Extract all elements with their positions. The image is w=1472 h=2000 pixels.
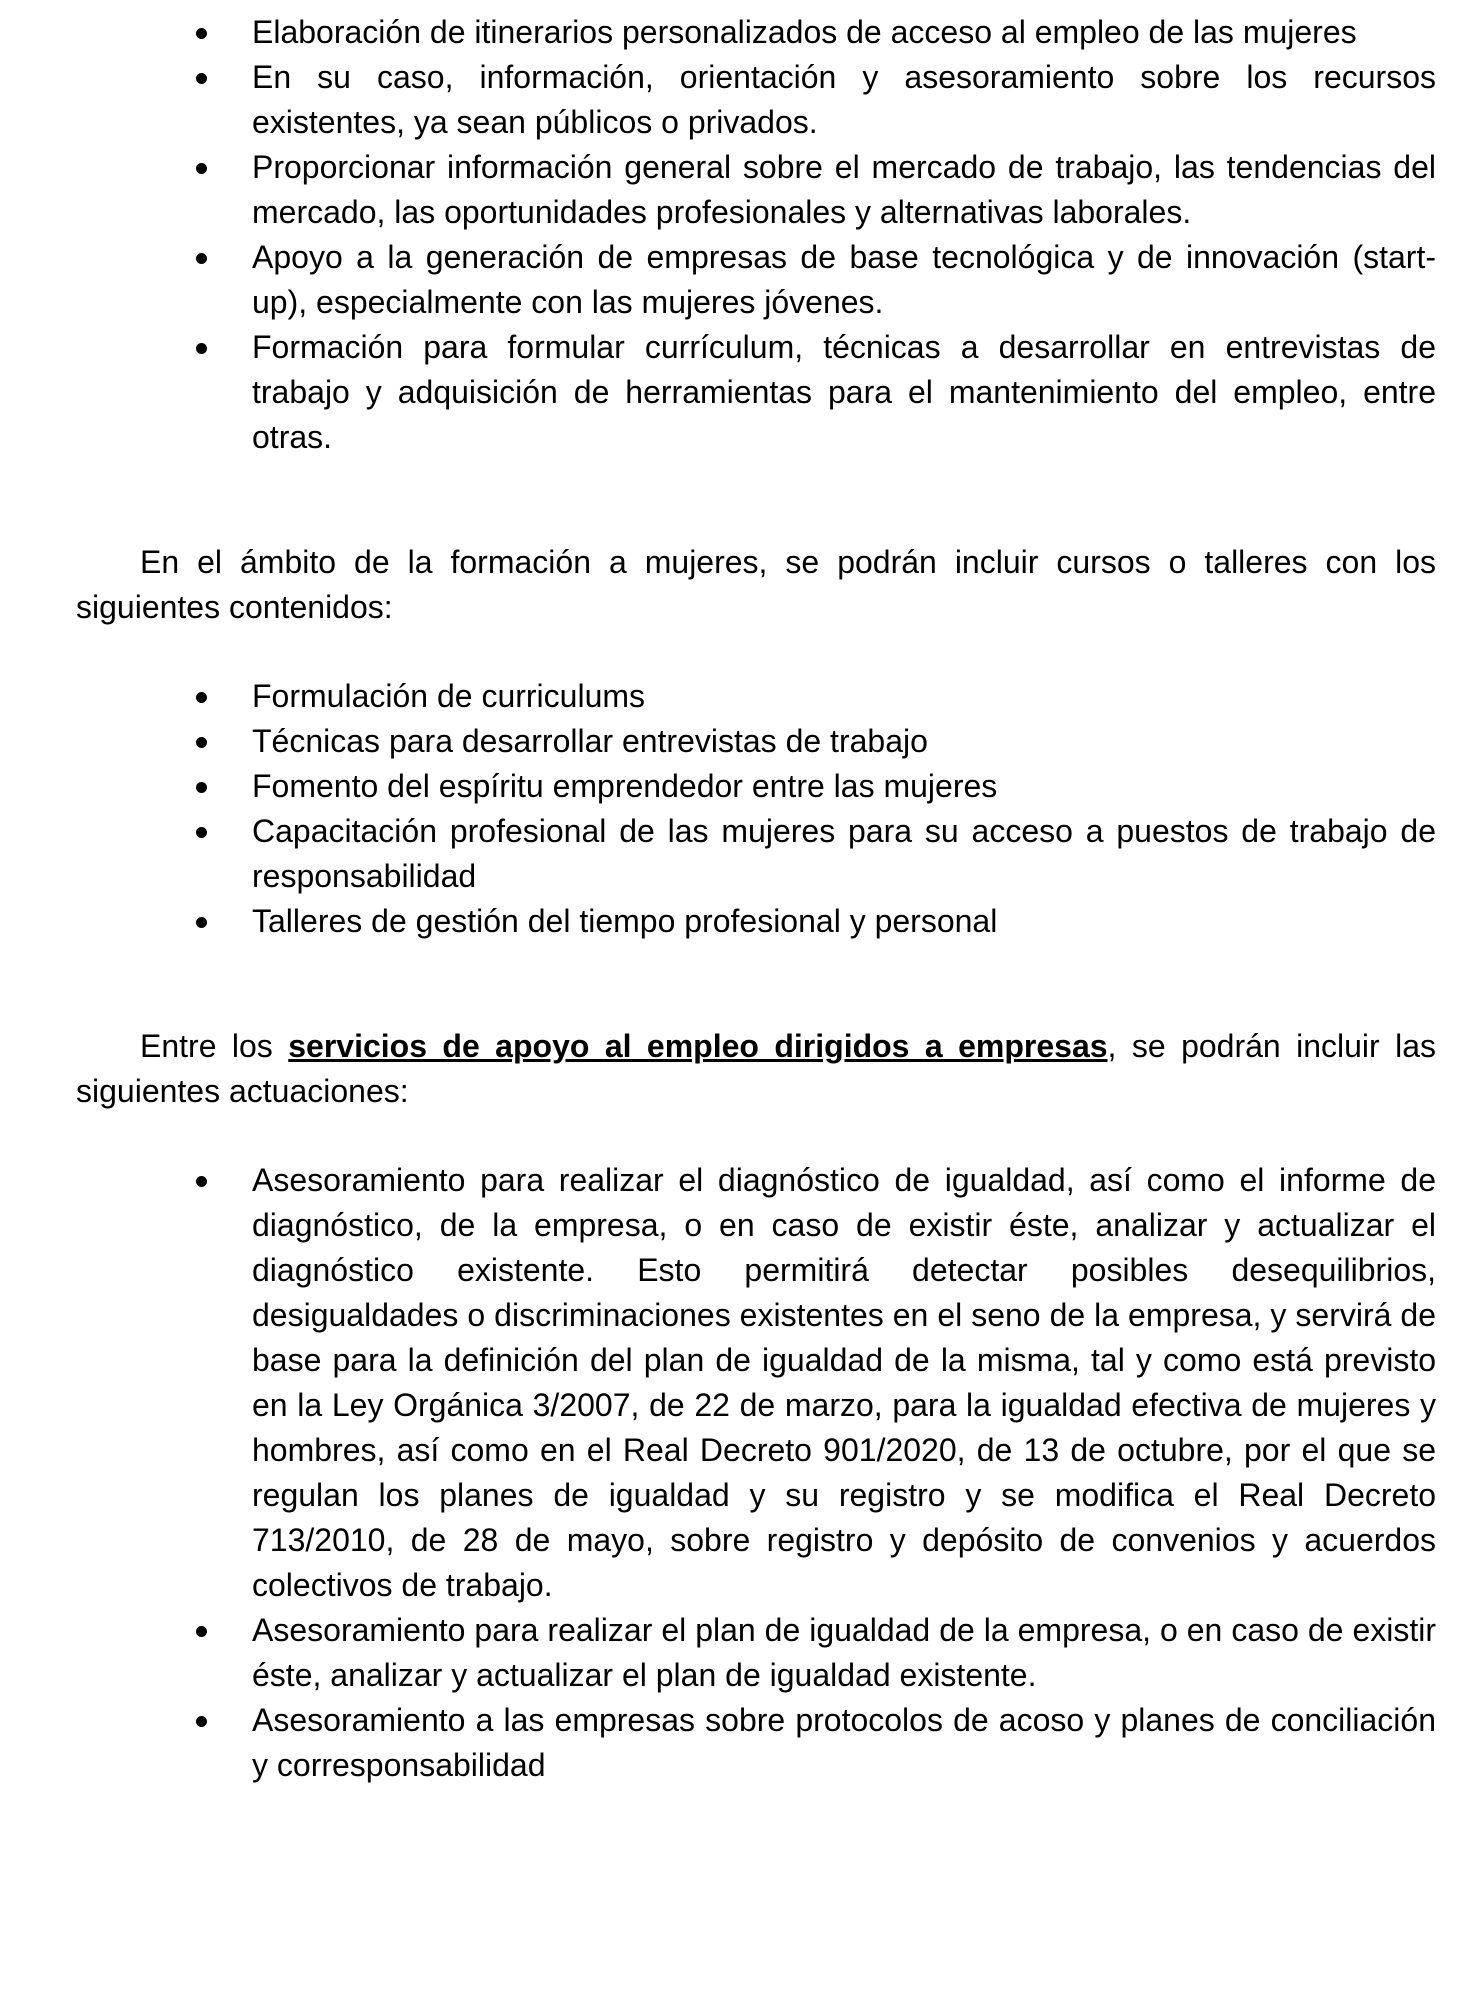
bullet-icon bbox=[196, 163, 207, 174]
list-item bbox=[76, 325, 1436, 460]
list-item-text: En su caso, información, orientación y asesoramiento sobre los recursos existentes, ya sean públicos o privados. bbox=[252, 59, 1436, 140]
bullet-icon bbox=[196, 253, 207, 264]
document-page bbox=[76, 10, 1436, 1788]
list-item-text: Asesoramiento a las empresas sobre protocolos de acoso y planes de conciliación y corresponsabilidad bbox=[252, 1702, 1436, 1783]
bullet-icon bbox=[196, 1626, 207, 1637]
company-services-list bbox=[76, 1158, 1436, 1788]
list-item-text: Asesoramiento para realizar el plan de igualdad de la empresa, o en caso de existir éste, analizar y actualizar el plan de igualdad existente. bbox=[252, 1612, 1436, 1693]
bullet-icon bbox=[196, 1716, 207, 1727]
bullet-icon bbox=[196, 737, 207, 748]
list-item-text: Fomento del espíritu emprendedor entre las mujeres bbox=[252, 768, 998, 804]
paragraph-text-before: Entre los bbox=[140, 1028, 289, 1064]
bullet-icon bbox=[196, 1176, 207, 1187]
list-item bbox=[76, 674, 1436, 719]
list-item-text: Técnicas para desarrollar entrevistas de trabajo bbox=[252, 723, 928, 759]
list-item-text: Proporcionar información general sobre el mercado de trabajo, las tendencias del mercado, las oportunidades profesionales y alternativas laborales. bbox=[252, 149, 1436, 230]
list-item bbox=[76, 1158, 1436, 1608]
bullet-icon bbox=[196, 827, 207, 838]
training-intro-paragraph: En el ámbito de la formación a mujeres, se podrán incluir cursos o talleres con los siguientes contenidos: bbox=[76, 544, 1436, 625]
list-item bbox=[76, 809, 1436, 899]
list-item-text: Asesoramiento para realizar el diagnóstico de igualdad, así como el informe de diagnóstico, de la empresa, o en caso de existir éste, analizar y actualizar el diagnóstico existente. Esto permitirá detectar posibles desequilibrios, desigualdades o discriminaciones existentes en el seno de la empresa, y servirá de base para la definición del plan de igualdad de la misma, tal y como está previsto en la Ley Orgánica 3/2007, de 22 de marzo, para la igualdad efectiva de mujeres y hombres, así como en el Real Decreto 901/2020, de 13 de octubre, por el que se regulan los planes de igualdad y su registro y se modifica el Real Decreto 713/2010, de 28 de mayo, sobre registro y depósito de convenios y acuerdos colectivos de trabajo. bbox=[252, 1162, 1436, 1603]
list-item-text: Talleres de gestión del tiempo profesional y personal bbox=[252, 903, 998, 939]
bullet-icon bbox=[196, 28, 207, 39]
list-item-text: Formulación de curriculums bbox=[252, 678, 646, 714]
list-item-text: Formación para formular currículum, técnicas a desarrollar en entrevistas de trabajo y adquisición de herramientas para el mantenimiento del empleo, entre otras. bbox=[252, 329, 1436, 455]
bullet-icon bbox=[196, 343, 207, 354]
training-contents-list bbox=[76, 674, 1436, 944]
list-item-text: Elaboración de itinerarios personalizados de acceso al empleo de las mujeres bbox=[252, 14, 1357, 50]
list-item bbox=[76, 55, 1436, 145]
list-item-text: Capacitación profesional de las mujeres para su acceso a puestos de trabajo de responsabilidad bbox=[252, 813, 1436, 894]
company-services-intro-paragraph bbox=[76, 1024, 1436, 1114]
bullet-icon bbox=[196, 692, 207, 703]
list-item bbox=[76, 235, 1436, 325]
list-item-text: Apoyo a la generación de empresas de base tecnológica y de innovación (start-up), especialmente con las mujeres jóvenes. bbox=[252, 239, 1436, 320]
bullet-icon bbox=[196, 917, 207, 928]
list-item bbox=[76, 1698, 1436, 1788]
bullet-icon bbox=[196, 782, 207, 793]
list-item bbox=[76, 145, 1436, 235]
paragraph-text-after: , se podrán incluir las siguientes actuaciones: bbox=[76, 1028, 1437, 1109]
employment-itinerary-list bbox=[76, 10, 1436, 460]
company-services-emphasis: servicios de apoyo al empleo dirigidos a empresas bbox=[288, 1028, 1108, 1064]
list-item bbox=[76, 764, 1436, 809]
list-item bbox=[76, 10, 1436, 55]
list-item bbox=[76, 899, 1436, 944]
list-item bbox=[76, 719, 1436, 764]
bullet-icon bbox=[196, 73, 207, 84]
list-item bbox=[76, 1608, 1436, 1698]
